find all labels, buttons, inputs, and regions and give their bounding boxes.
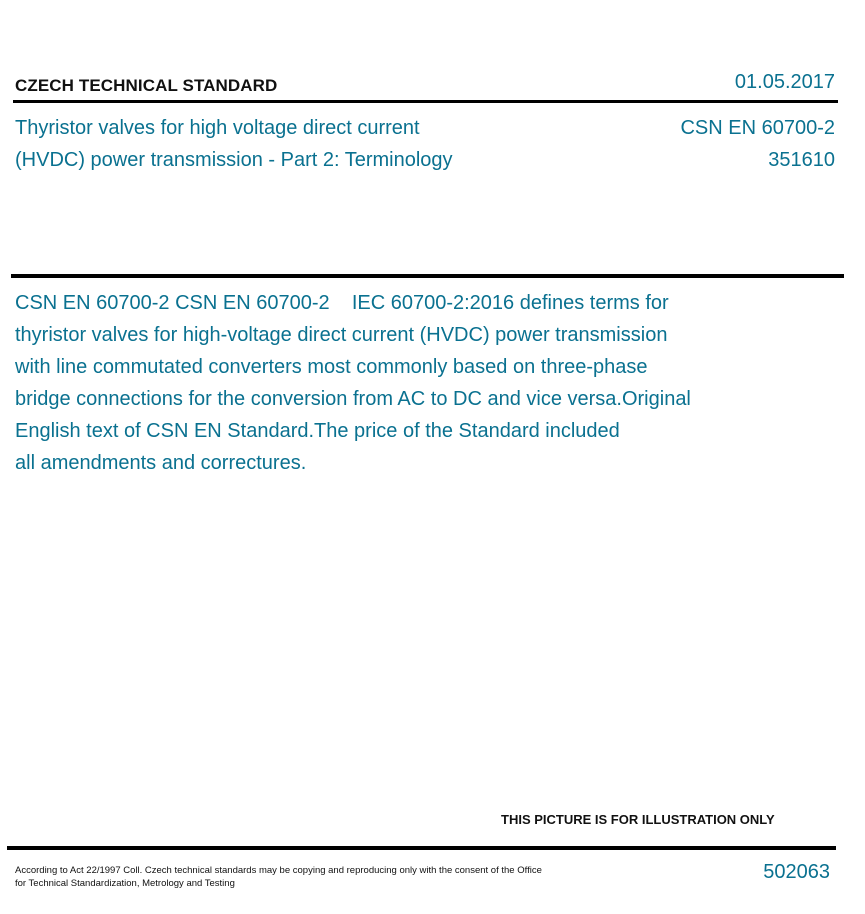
description-line: with line commutated converters most commonly based on three-phase bbox=[15, 356, 648, 378]
description-line: English text of CSN EN Standard.The price of the Standard included bbox=[15, 420, 620, 442]
description-line: thyristor valves for high-voltage direct current (HVDC) power transmission bbox=[15, 324, 668, 346]
legal-notice-line: for Technical Standardization, Metrology and Testing bbox=[15, 878, 235, 889]
document-title-line-1: Thyristor valves for high voltage direct current bbox=[15, 117, 420, 139]
document-title-line-2: (HVDC) power transmission - Part 2: Terminology bbox=[15, 149, 453, 171]
product-code: 502063 bbox=[763, 861, 830, 883]
header-title: CZECH TECHNICAL STANDARD bbox=[15, 76, 278, 95]
catalog-number: 351610 bbox=[768, 149, 835, 171]
illustration-note: THIS PICTURE IS FOR ILLUSTRATION ONLY bbox=[501, 812, 775, 827]
publication-date: 01.05.2017 bbox=[734, 71, 835, 93]
legal-notice bbox=[15, 864, 615, 890]
legal-notice-line: According to Act 22/1997 Coll. Czech technical standards may be copying and reproducing only with the consent of the Office bbox=[15, 865, 542, 876]
description-line: all amendments and correctures. bbox=[15, 452, 307, 474]
description-line: bridge connections for the conversion from AC to DC and vice versa.Original bbox=[15, 388, 691, 410]
header-divider bbox=[13, 100, 838, 103]
footer-divider bbox=[7, 846, 836, 850]
description bbox=[15, 287, 785, 479]
standard-number: CSN EN 60700-2 bbox=[680, 117, 835, 139]
description-line: CSN EN 60700-2 CSN EN 60700-2 IEC 60700-2:2016 defines terms for bbox=[15, 292, 669, 314]
title-divider bbox=[11, 274, 844, 278]
